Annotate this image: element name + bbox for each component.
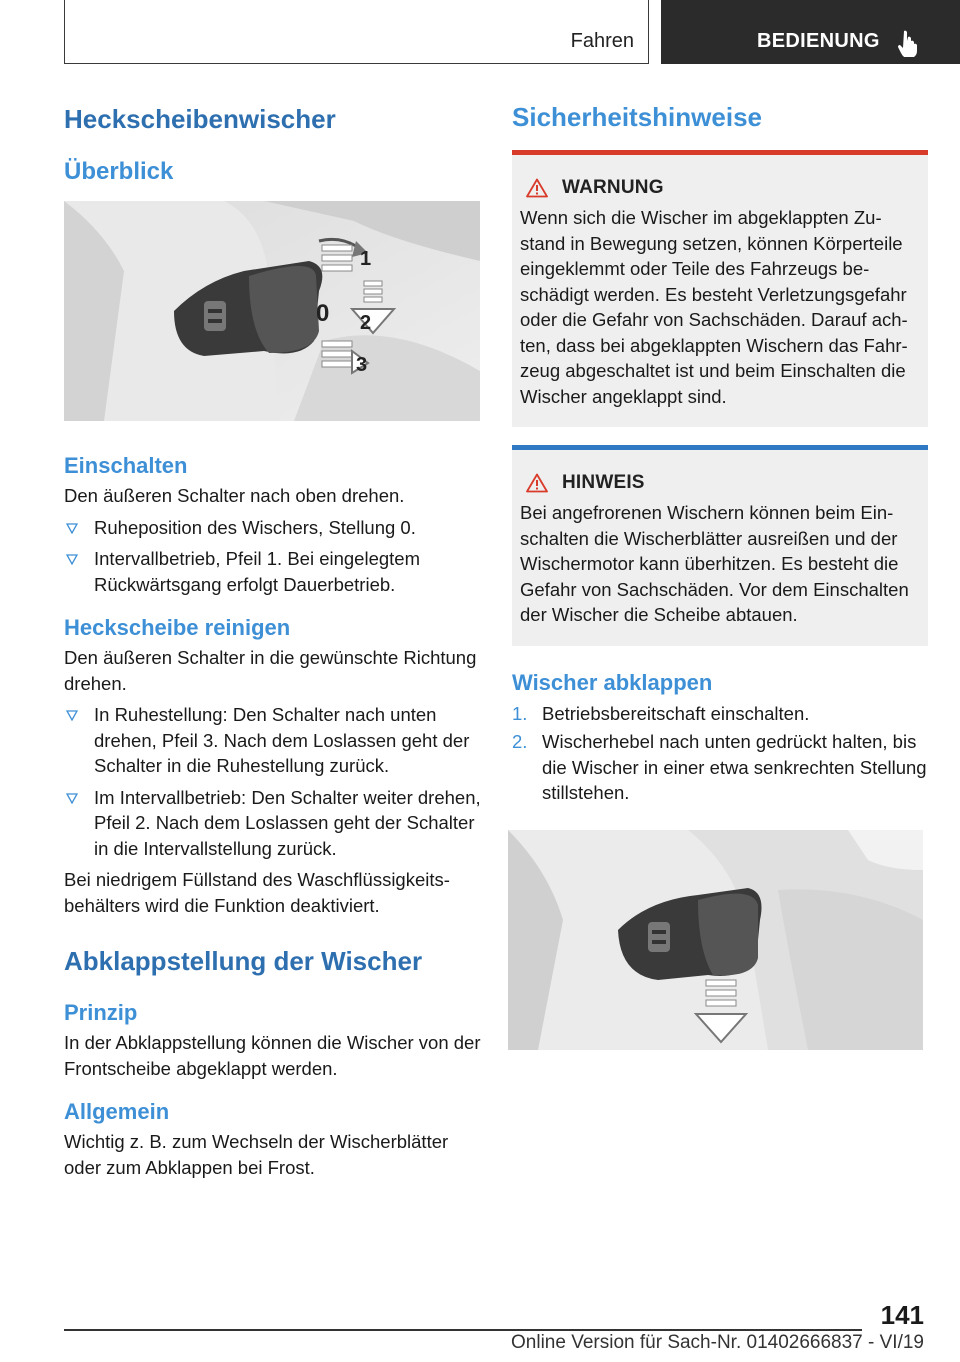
list-item: Ruheposition des Wischers, Stellung 0. bbox=[64, 515, 482, 541]
einschalten-list bbox=[64, 515, 482, 598]
bullet-triangle-icon bbox=[66, 709, 78, 721]
subheading-wischer-abklappen: Wischer abklappen bbox=[512, 669, 713, 695]
right-column bbox=[512, 100, 928, 1050]
hinweis-title bbox=[526, 472, 920, 494]
section-title-abklappstellung: Abklappstellung der Wischer bbox=[64, 946, 423, 976]
figure-label-3: 3 bbox=[356, 354, 368, 376]
bullet-triangle-icon bbox=[66, 522, 78, 534]
figure-wiper-lever-overview bbox=[64, 201, 480, 421]
left-column bbox=[64, 102, 482, 1180]
reinigen-outro: Bei niedrigem Füllstand des Waschflüssigkeitsbehälters wird die Funktion deaktiviert. bbox=[64, 869, 450, 916]
abklappen-steps bbox=[512, 701, 928, 806]
step-text: Betriebsbereitschaft einschalten. bbox=[542, 702, 810, 724]
figure-label-0: 0 bbox=[316, 300, 330, 327]
header-tab-fahren[interactable] bbox=[64, 0, 649, 64]
warning-triangle-icon bbox=[526, 178, 548, 198]
reinigen-list bbox=[64, 702, 482, 861]
subheading-ueberblick: Überblick bbox=[64, 158, 174, 185]
warning-triangle-icon bbox=[526, 473, 548, 493]
hinweis-text: Bei angefrorenen Wischern können beim Einschalten die Wischerblätter ausreißen und der Wischermotor kann überhitzen. Es besteht die Gefahr von Sachschäden. Vor dem Einschalten der Wischer die Scheibe abtauen. bbox=[520, 502, 909, 625]
list-item bbox=[512, 701, 928, 727]
subheading-prinzip: Prinzip bbox=[64, 1000, 138, 1025]
header-tab-bedienung-label: BEDIENUNG bbox=[757, 30, 880, 52]
wiper-lever-illustration bbox=[64, 201, 480, 421]
section-title-sicherheitshinweise: Sicherheitshinweise bbox=[512, 102, 762, 132]
hinweis-box bbox=[512, 445, 928, 646]
figure-wiper-lever-down bbox=[508, 830, 923, 1050]
list-item: Im Intervallbetrieb: Den Schalter weiter drehen, Pfeil 2. Nach dem Loslassen geht der Schalter in die Intervallstellung zurück. bbox=[64, 785, 482, 862]
warning-text: Wenn sich die Wischer im abgeklappten Zustand in Bewegung setzen, können Körperteile eingeklemmt oder Teile des Fahrzeugs beschädigt werden. Es besteht Verletzungsgefahr oder die Gefahr von Sachschäden. Darauf achten, dass bei abgeklappten Wischern das Fahrzeug abgeschaltet ist und beim Einschalten die Wischer angeklappt sind. bbox=[520, 207, 908, 407]
reinigen-intro: Den äußeren Schalter in die gewünschte Richtung drehen. bbox=[64, 647, 477, 694]
bullet-triangle-icon bbox=[66, 553, 78, 565]
warning-title bbox=[526, 177, 920, 199]
wiper-lever-down-illustration bbox=[508, 830, 923, 1050]
header-tab-fahren-label: Fahren bbox=[570, 30, 634, 52]
warning-label: WARNUNG bbox=[562, 177, 664, 198]
list-item bbox=[512, 729, 928, 806]
figure-label-2: 2 bbox=[360, 312, 372, 334]
list-item: In Ruhestellung: Den Schalter nach unten drehen, Pfeil 3. Nach dem Loslassen geht der Schalter in die Ruhestellung zurück. bbox=[64, 702, 482, 779]
allgemein-text: Wichtig z. B. zum Wechseln der Wischerblätter oder zum Abklappen bei Frost. bbox=[64, 1131, 449, 1178]
hand-pointer-icon bbox=[896, 29, 920, 57]
hinweis-label: HINWEIS bbox=[562, 472, 645, 493]
einschalten-intro: Den äußeren Schalter nach oben drehen. bbox=[64, 485, 405, 506]
page-number: 141 bbox=[880, 1300, 924, 1330]
step-number: 2. bbox=[512, 731, 528, 752]
subheading-allgemein: Allgemein bbox=[64, 1099, 170, 1124]
warning-box bbox=[512, 150, 928, 427]
footer-online-version: Online Version für Sach-Nr. 01402666837 - VI/19 bbox=[511, 1332, 924, 1353]
subheading-einschalten: Einschalten bbox=[64, 453, 188, 478]
footer-divider bbox=[64, 1329, 862, 1331]
bullet-triangle-icon bbox=[66, 792, 78, 804]
step-text: Wischerhebel nach unten gedrückt halten, bis die Wischer in einer etwa senkrechten Stellung stillstehen. bbox=[542, 731, 927, 803]
prinzip-text: In der Abklappstellung können die Wischer von der Frontscheibe abgeklappt werden. bbox=[64, 1032, 481, 1079]
figure-label-1: 1 bbox=[360, 248, 372, 270]
subheading-heckscheibe-reinigen: Heckscheibe reinigen bbox=[64, 615, 291, 640]
step-number: 1. bbox=[512, 702, 528, 724]
list-item: Intervallbetrieb, Pfeil 1. Bei eingelegtem Rückwärtsgang erfolgt Dauerbetrieb. bbox=[64, 546, 482, 597]
section-title-heckscheibenwischer: Heckscheibenwischer bbox=[64, 104, 336, 134]
